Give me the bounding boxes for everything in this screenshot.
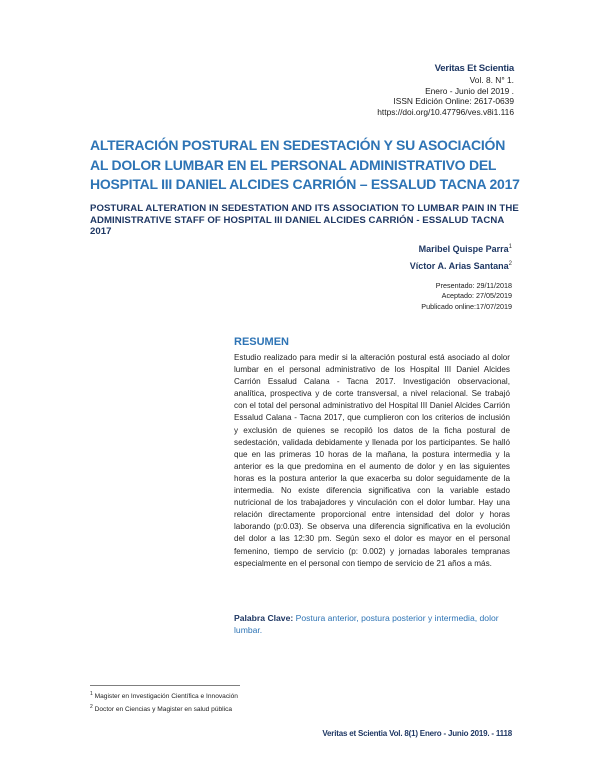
footnotes bbox=[90, 689, 238, 715]
date-accepted: Aceptado: 27/05/2019 bbox=[441, 291, 512, 301]
abstract-heading: RESUMEN bbox=[234, 336, 290, 348]
journal-header bbox=[377, 62, 514, 117]
abstract-body: Estudio realizado para medir si la alteración postural está asociado al dolor lumbar en el personal administrativo de los Hospital III Daniel Alcides Carrión Essalud Calana - Tacna 2017. Investigación observacional, analítica, prospectiva y de corte transversal, a nivel relacional. Se trabajó con el total del personal administrativo del Hospital III Daniel Alcides Carrión Essalud Calana - Tacna 2017, que cumplieron con los criterios de inclusión y exclusión de quienes se recopiló los datos de la ficha postural de sedestación, validada debidamente y llenada por los participantes. Se halló que en las primeras 10 horas de la mañana, la postura intermedia y la anterior es la que predomina en el aumento de dolor y en las siguientes horas es la postura anterior la que exacerba su dolor seguidamente de la intermedia. No existe diferencia significativa con la variable estado nutricional de los trabajadores y vinculación con el dolor lumbar. Hay una relación directamente proporcional entre intensidad del dolor y horas laborando (p:0.03). Se observa una diferencia significativa en la evolución del dolor a las 12:30 pm. Según sexo el dolor es mayor en el personal femenino, tiempo de servicio (p: 0.002) y jornadas laborales tempranas especialmente en el personal con tiempo de servicio de 21 años a más. bbox=[234, 353, 510, 568]
publication-dates bbox=[421, 281, 512, 312]
footnote-text: Doctor en Ciencias y Magister en salud pública bbox=[94, 706, 233, 714]
author bbox=[410, 240, 512, 257]
article-title-spanish: ALTERACIÓN POSTURAL EN SEDESTACIÓN Y SU ASOCIACIÓN AL DOLOR LUMBAR EN EL PERSONAL ADMINISTRATIVO DEL HOSPITAL III DANIEL ALCIDES CARRIÓN – ESSALUD TACNA 2017 bbox=[90, 137, 520, 192]
journal-issn: ISSN Edición Online: 2617-0639 bbox=[393, 96, 514, 107]
footnote bbox=[90, 702, 238, 715]
author-footnote-mark: 2 bbox=[508, 261, 512, 267]
footnote-divider bbox=[90, 685, 240, 686]
author-name: Víctor A. Arias Santana bbox=[409, 261, 509, 271]
keywords-text: Postura anterior, postura posterior y intermedia, dolor lumbar. bbox=[234, 613, 499, 636]
author-name: Maribel Quispe Parra bbox=[418, 244, 509, 254]
date-published: Publicado online:17/07/2019 bbox=[421, 301, 512, 311]
author-list bbox=[410, 240, 512, 274]
author bbox=[410, 257, 512, 274]
journal-doi[interactable]: https://doi.org/10.47796/ves.v8i1.116 bbox=[377, 106, 514, 117]
journal-period: Enero - Junio del 2019 . bbox=[425, 85, 514, 96]
keywords-label: Palabra Clave: bbox=[234, 613, 294, 623]
keywords bbox=[234, 612, 510, 637]
footnote-text: Magister en Investigación Científica e Innovación bbox=[94, 693, 238, 701]
footnote-mark: 2 bbox=[90, 704, 93, 711]
date-presented: Presentado: 29/11/2018 bbox=[435, 281, 512, 290]
footnote bbox=[90, 689, 238, 702]
journal-title: Veritas Et Scientia bbox=[434, 63, 514, 74]
journal-volume: Vol. 8. N° 1. bbox=[469, 75, 514, 85]
author-footnote-mark: 1 bbox=[508, 244, 512, 250]
article-title-english: POSTURAL ALTERATION IN SEDESTATION AND ITS ASSOCIATION TO LUMBAR PAIN IN THE ADMINISTRATIVE STAFF OF HOSPITAL III DANIEL ALCIDES CARRIÓN - ESSALUD TACNA 2017 bbox=[90, 203, 519, 237]
footnote-mark: 1 bbox=[90, 691, 93, 697]
page-footer: Veritas et Scientia Vol. 8(1) Enero - Junio 2019. - 1118 bbox=[322, 729, 512, 738]
